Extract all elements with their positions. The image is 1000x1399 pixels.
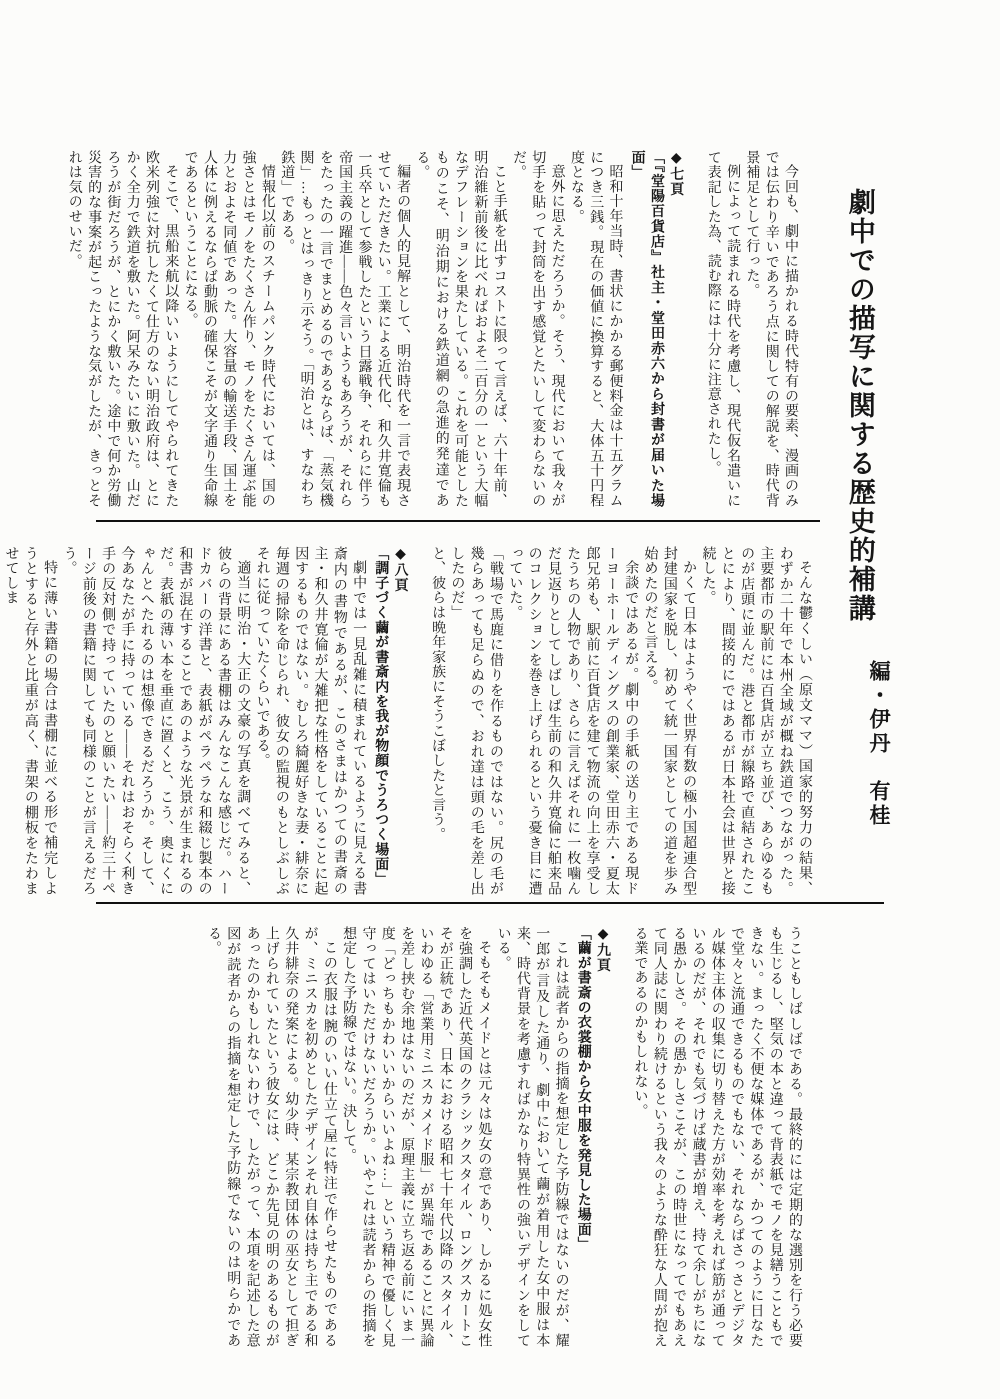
paragraph: この衣服は腕のいい仕立て屋に特注で作らせたものであるが、ミニスカを初めとしたデザインそれ自体は持ち主である和久井緋奈の発案による。幼少時、某宗教団体の巫女として担ぎ上げられていたという彼女には、どこか先見の明のあるものがあったのかもしれないわけで、したがって、本項を記述した意図が読者からの指摘を想定した予防線でないのは明らかである。: [205, 926, 337, 1348]
paragraph: 適当に明治・大正の文豪の写真を調べてみると、彼らの背景にある書棚はみんなこんな感じだ。ハードカバーの洋書と、表紙がペラペラな和綴じ製本の和書が混在することであのような光景が生まれるのだ。表紙の薄い本を垂直に置くと、こう、奥にくにゃんとへたれるのは想像できるだろうか。そして、今あなたが手に持っている——それはおそらく利き手の反対側で持っていたのと願いたい——約三十ページ前後の書籍に関しても同様のことが言えるだろう。: [61, 546, 251, 896]
paragraph: 余談ではあるが。劇中の手紙の送り主である現ドーヨーホールディングスの創業家、堂田赤六・夏太郎兄弟も、駅前に百貨店を建て物流の向上を享受したうちの人物であり、さらに言えばそれに一枚噛んだ見返りとしてしばしば生前の和久井寛倫に舶来品のコレクションを巻き上げられるという憂き目に遭っていた。: [507, 546, 639, 896]
quote-paragraph: 「戦場で馬鹿に借りを作るものではない。尻の毛が幾らあっても足らぬので、おれ達は頭の毛を差し出したのだ」: [449, 546, 503, 896]
section-page8-continued-and-page9: [204, 926, 804, 1348]
paragraph: 編者の個人的見解として、明治時代を一言で表現させていただきたい。工業による近代化、和久井寛倫も一兵卒として参戦したという日露戦争、それらに伴う帝国主義の躍進——色々言いようもあろうが、それらをたったの一言でまとめるのであるならば、「蒸気機関」…もっとはっきり示そう。「明治とは、すなわち鉄道」である。: [279, 150, 411, 508]
paragraph: 意外に思えただろうか。そう、現代において我々が切手を貼って封筒を出す感覚とたいして変わらないのだ。: [510, 150, 565, 508]
paragraph: これは読者からの指摘を想定した予防線ではないのだが、耀一郎が言及した通り、劇中において繭が着用した女中服は本来、時代背景を考慮すればかなり特異性の強いデザインをしている。: [495, 926, 569, 1348]
continuation-paragraph: うこともしばしばである。最終的には定期的な選別を行う必要も生じるし、堅気の本と違って背表紙でモノを見繕うこともできない。まったく不便な媒体であるが、かつてのように日なたで堂々と流通できるものでもない、それならばさっさとデジタル媒体主体の収集に切り替えた方が効率を考えれば筋が通っているのだが、それでも気づけば蔵書が増え、持て余しがちになる愚かしさ。その愚かしさこそが、この時世になってでもあえて同人誌に関わり続けるという我々のような酔狂な人間が抱える業であるのかもしれない。: [632, 926, 802, 1348]
page-ref-heading: ◆八頁: [392, 546, 408, 593]
paragraph: 例によって読まれる時代を考慮し、現代仮名遣いにて表記した為、読む際には十分に注意されたし。: [705, 150, 741, 508]
paragraph: こと手紙を出すコストに限って言えば、六十年前、明治維新前後に比べればおよそ二百分の一という大幅なデフレーションを果たしている。これを可能としたものこそ、明治期における鉄道網の急進的発達である。: [414, 150, 507, 508]
paragraph: そこで、黒船来航以降いいようにしてやられてきた欧米列強に対抗したくて仕方のない明治政府は、とにかく全力で鉄道を敷いた。阿呆みたいに敷いた。山だろうが街だろうが、とにかく敷いた。途中で何か労働災害的な事案が起こったような気がしたが、きっとそれは気のせいだ。: [66, 150, 179, 508]
section-intro-and-page7: [66, 150, 800, 508]
scene-title: 「『堂陽百貨店』社主・堂田赤六から封書が届いた場面」: [629, 150, 664, 508]
paragraph: 今回も、劇中に描かれる時代特有の要素、漫画のみでは伝わり辛いであろう点に関しての解説を、時代背景補足として行った。: [744, 150, 798, 508]
section-divider: [96, 520, 820, 522]
page-ref-heading: ◆七頁: [668, 150, 684, 197]
paragraph: 昭和十年当時、書状にかかる郵便料金は十五グラムにつき三銭。現在の価値に換算すると、大体五十円程度となる。: [568, 150, 623, 508]
section-page7-continued-and-page8: [3, 546, 814, 896]
page-ref-heading: ◆九頁: [595, 926, 610, 973]
paragraph: 特に薄い書籍の場合は書棚に並べる形で補完しようとすると存外と比重が高く、書架の棚板をたわませてしま: [3, 546, 58, 896]
paragraph: 劇中では一見乱雑に積まれているように見える書斎内の書物であるが、このさまはかつての書斎の主・和久井寛倫が大雑把な性格をしていることに起因するものではない。むしろ綺麗好きな妻・緋奈に毎週の掃除を命じられ、彼女の監視のもとしぶしぶそれに従っていたくらいである。: [254, 546, 367, 896]
paragraph: そんな鬱くしい（原文ママ）国家的努力の結果、わずか二十年で本州全域が概ね鉄道でつながった。主要都市の駅前には百貨店が立ち並び、あらゆるものが店頭に並んだ。港と都市が線路で直結されたことにより、間接的にではあるが日本社会は世界と接続した。: [700, 546, 812, 896]
editor-credit: 編・伊丹 有桂: [867, 660, 891, 828]
paragraph: そもそもメイドとは元々は処女の意であり、しかるに処女性を強調した近代英国のクラシックスタイル、ロングスカートこそが正統であり、日本における昭和七十年代以降のスタイル、いわゆる「営業用ミニスカメイド服」が異端であることに異論を差し挟む余地はないのだが、原理主義に立ち返る前にいま一度「どっちもかわいいからいいよね…」という精神で優しく見守ってはいただけないだろうか。いやこれは読者からの指摘を想定した予防線ではない。決して。: [341, 926, 492, 1348]
section-divider: [96, 902, 884, 904]
paragraph: 情報化以前のスチームパンク時代においては、国の強さとはモノをたくさん作り、モノをたくさん運ぶ能力とおよそ同値であった。大容量の輸送手段、国土を人体に例えるならば動脈の確保こそが文字通り生命線であるということになる。: [182, 150, 275, 508]
scene-title: 「繭が書斎の衣裳棚から女中服を発見した場面」: [575, 926, 591, 1252]
scene-title: 「調子づく繭が書斎内を我が物顔でうろつく場面」: [373, 546, 389, 887]
page-title: 劇中での描写に関する歴史的補講: [844, 188, 875, 623]
continuation-paragraph: と、彼らは晩年家族にそうこぼしたと言う。: [430, 546, 446, 842]
paragraph: かくて日本はようやく世界有数の極小国超連合型封建国家を脱し、初めて統一国家としての道を歩み始めたのだと言える。: [642, 546, 697, 896]
